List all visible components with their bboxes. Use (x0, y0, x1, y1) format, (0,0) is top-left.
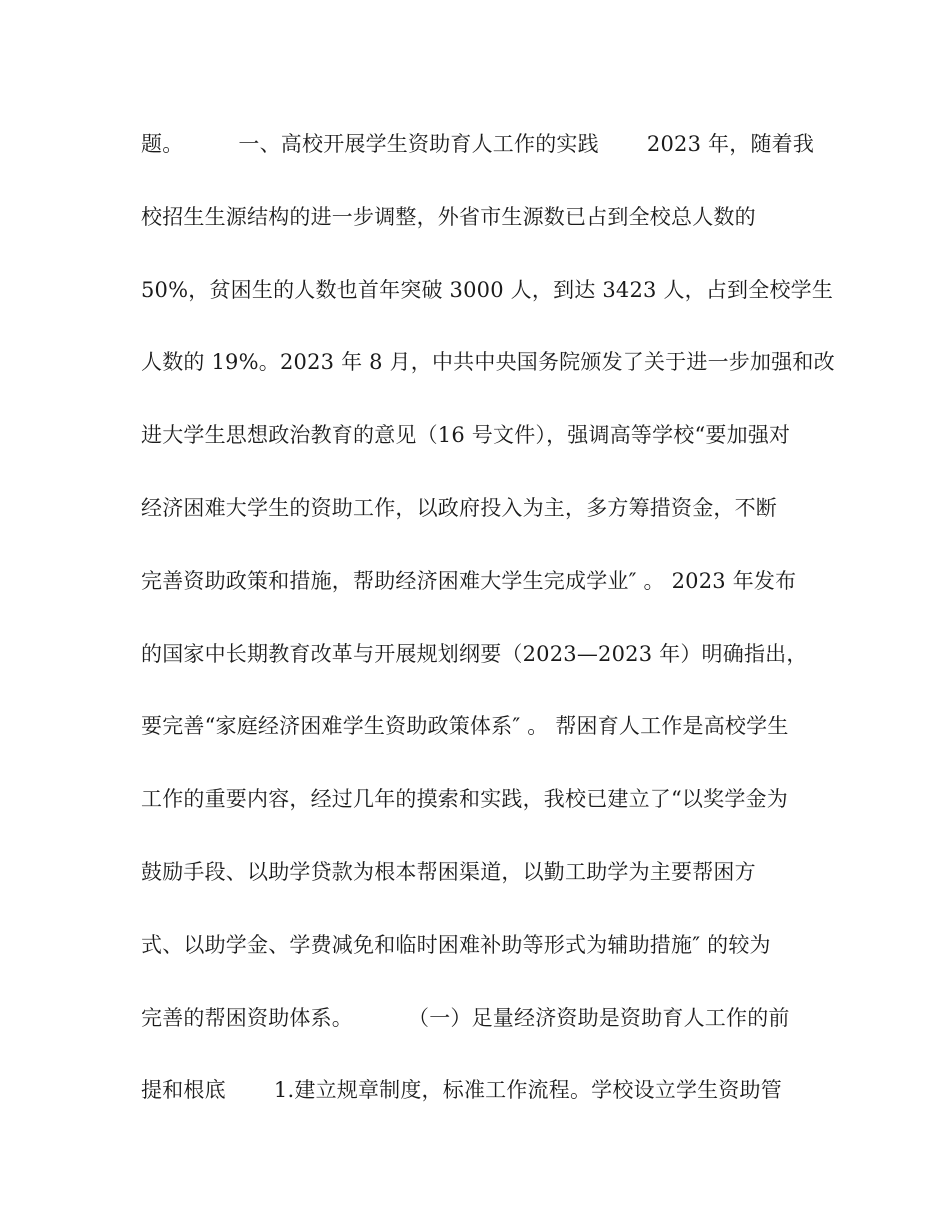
text-line: 工作的重要内容，经过几年的摸索和实践，我校已建立了“以奖学金为 (141, 787, 788, 812)
text-line: 的国家中长期教育改革与开展规划纲要（2023—2023 年）明确指出， (141, 641, 808, 666)
text-line: 鼓励手段、以助学贷款为根本帮困渠道，以勤工助学为主要帮困方 (141, 859, 756, 884)
text-line: 提和根底 1.建立规章制度，标准工作流程。学校设立学生资助管 (141, 1078, 782, 1103)
text-line: 题。 一、高校开展学生资助育人工作的实践 2023 年，随着我 (141, 132, 815, 156)
text-line: 50%，贫困生的人数也首年突破 3000 人，到达 3423 人，占到全校学生 (141, 277, 834, 302)
text-line: 校招生生源结构的进一步调整，外省市生源数已占到全校总人数的 (141, 204, 756, 229)
text-line: 完善资助政策和措施，帮助经济困难大学生完成学业″ 。 2023 年发布 (141, 568, 797, 593)
text-line: 经济困难大学生的资助工作，以政府投入为主，多方筹措资金，不断 (141, 495, 777, 520)
body-text (141, 118, 835, 1137)
text-line: 进大学生思想政治教育的意见（16 号文件），强调高等学校“要加强对 (141, 423, 791, 448)
text-line: 人数的 19%。2023 年 8 月，中共中央国务院颁发了关于进一步加强和改 (141, 350, 835, 375)
text-line: 式、以助学金、学费减免和临时困难补助等形式为辅助措施″ 的较为 (141, 932, 771, 957)
text-line: 要完善“家庭经济困难学生资助政策体系″ 。 帮困育人工作是高校学生 (141, 714, 789, 739)
text-line: 完善的帮困资助体系。 （一）足量经济资助是资助育人工作的前 (141, 1005, 790, 1030)
